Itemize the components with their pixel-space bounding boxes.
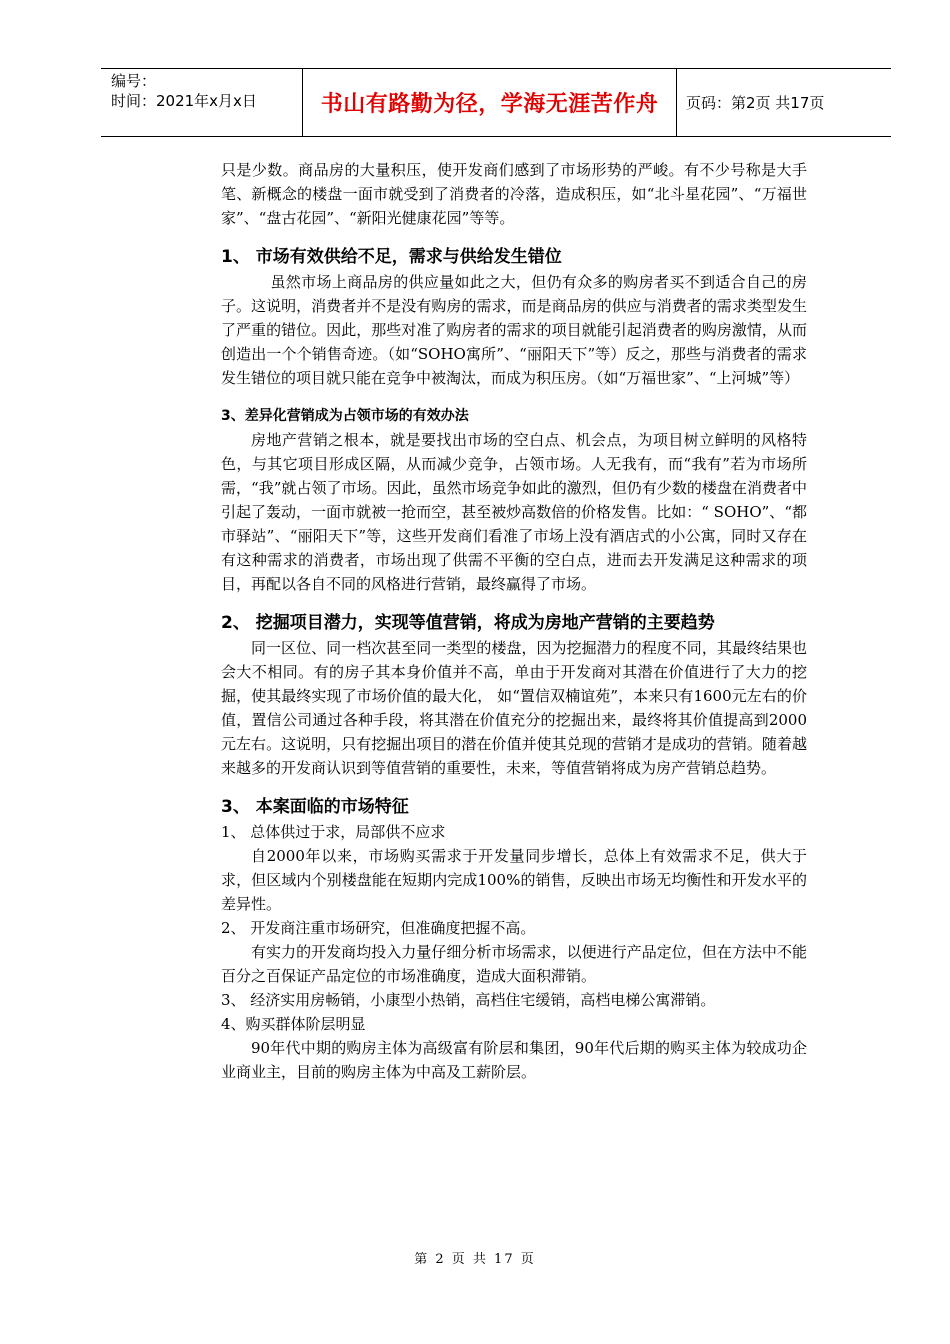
intro-paragraph: 只是少数。商品房的大量积压，使开发商们感到了市场形势的严峻。有不少号称是大手笔、新概念的楼盘一面市就受到了消费者的冷落，造成积压，如“北斗星花园”、“万福世家”、“盘古花园”、“新阳光健康花园”等等。 [221,161,807,227]
section-heading-1: 1、 市场有效供给不足，需求与供给发生错位 [221,247,562,267]
section-heading-3: 2、 挖掘项目潜力，实现等值营销，将成为房地产营销的主要趋势 [221,613,715,633]
paragraph-potential: 同一区位、同一档次甚至同一类型的楼盘，因为挖掘潜力的程度不同，其最终结果也会大不相同。有的房子其本身价值并不高，单由于开发商对其潜在价值进行了大力的挖掘，使其最终实现了市场价值的最大化， 如“置信双楠谊苑”，本来只有1600元左右的价值，置信公司通过各种手段，将其潜在价值充分的挖掘出来，最终将其价值提高到2000元左右。这说明，只有挖掘出项目的潜在价值并使其兑现的营销才是成功的营销。随着越来越多的开发商认识到等值营销的重要性，未来，等值营销将成为房产营销总趋势。 [221,639,807,777]
list-item-3: 3、 经济实用房畅销，小康型小热销，高档住宅缓销，高档电梯公寓滞销。 [221,991,716,1009]
header-meta [101,69,303,136]
page-footer: 第 2 页 共 17 页 [414,1252,536,1267]
paragraph-supply-mismatch: 虽然市场上商品房的供应量如此之大，但仍有众多的购房者买不到适合自己的房子。这说明，消费者并不是没有购房的需求，而是商品房的供应与消费者的需求类型发生了严重的错位。因此，那些对准了购房者的需求的项目就能引起消费者的购房激情，从而创造出一个个销售奇迹。（如“SOHO寓所”、“丽阳天下”等）反之，那些与消费者的需求发生错位的项目就只能在竞争中被淘汰，而成为积压房。（如“万福世家”、“上河城”等） [221,273,807,387]
page-header [101,68,891,137]
time-label: 时间：2021年x月x日 [111,92,257,110]
paragraph-differentiation: 房地产营销之根本，就是要找出市场的空白点、机会点，为项目树立鲜明的风格特色，与其它项目形成区隔，从而减少竞争，占领市场。人无我有，而“我有”若为市场所需，“我”就占领了市场。因此，虽然市场竞争如此的激烈，但仍有少数的楼盘在消费者中引起了轰动，一面市就被一抢而空，甚至被炒高数倍的价格发售。比如：“ SOHO”、“都市驿站”、“丽阳天下”等，这些开发商们看准了市场上没有酒店式的小公寓，同时又存在有这种需求的消费者，市场出现了供需不平衡的空白点，进而去开发满足这种需求的项目，再配以各自不同的风格进行营销，最终赢得了市场。 [221,431,807,593]
paragraph-buyer-groups: 90年代中期的购房主体为高级富有阶层和集团，90年代后期的购买主体为较成功企业商业主，目前的购房主体为中高及工薪阶层。 [221,1039,807,1081]
paragraph-market-research: 有实力的开发商均投入力量仔细分析市场需求，以便进行产品定位，但在方法中不能百分之百保证产品定位的市场准确度，造成大面积滞销。 [221,943,807,985]
header-motto: 书山有路勤为径，学海无涯苦作舟 [303,69,677,136]
header-page-info: 页码：第2页 共17页 [686,94,825,112]
list-item-2: 2、 开发商注重市场研究，但准确度把握不高。 [221,919,536,937]
section-heading-2: 3、差异化营销成为占领市场的有效办法 [221,408,469,424]
list-item-4: 4、购买群体阶层明显 [221,1015,366,1033]
section-heading-4: 3、 本案面临的市场特征 [221,797,409,817]
number-label: 编号： [111,72,157,90]
document-body [221,158,807,1084]
paragraph-oversupply: 自2000年以来，市场购买需求于开发量同步增长，总体上有效需求不足，供大于求，但区域内个别楼盘能在短期内完成100%的销售，反映出市场无均衡性和开发水平的差异性。 [221,847,807,913]
list-item-1: 1、 总体供过于求，局部供不应求 [221,823,446,841]
